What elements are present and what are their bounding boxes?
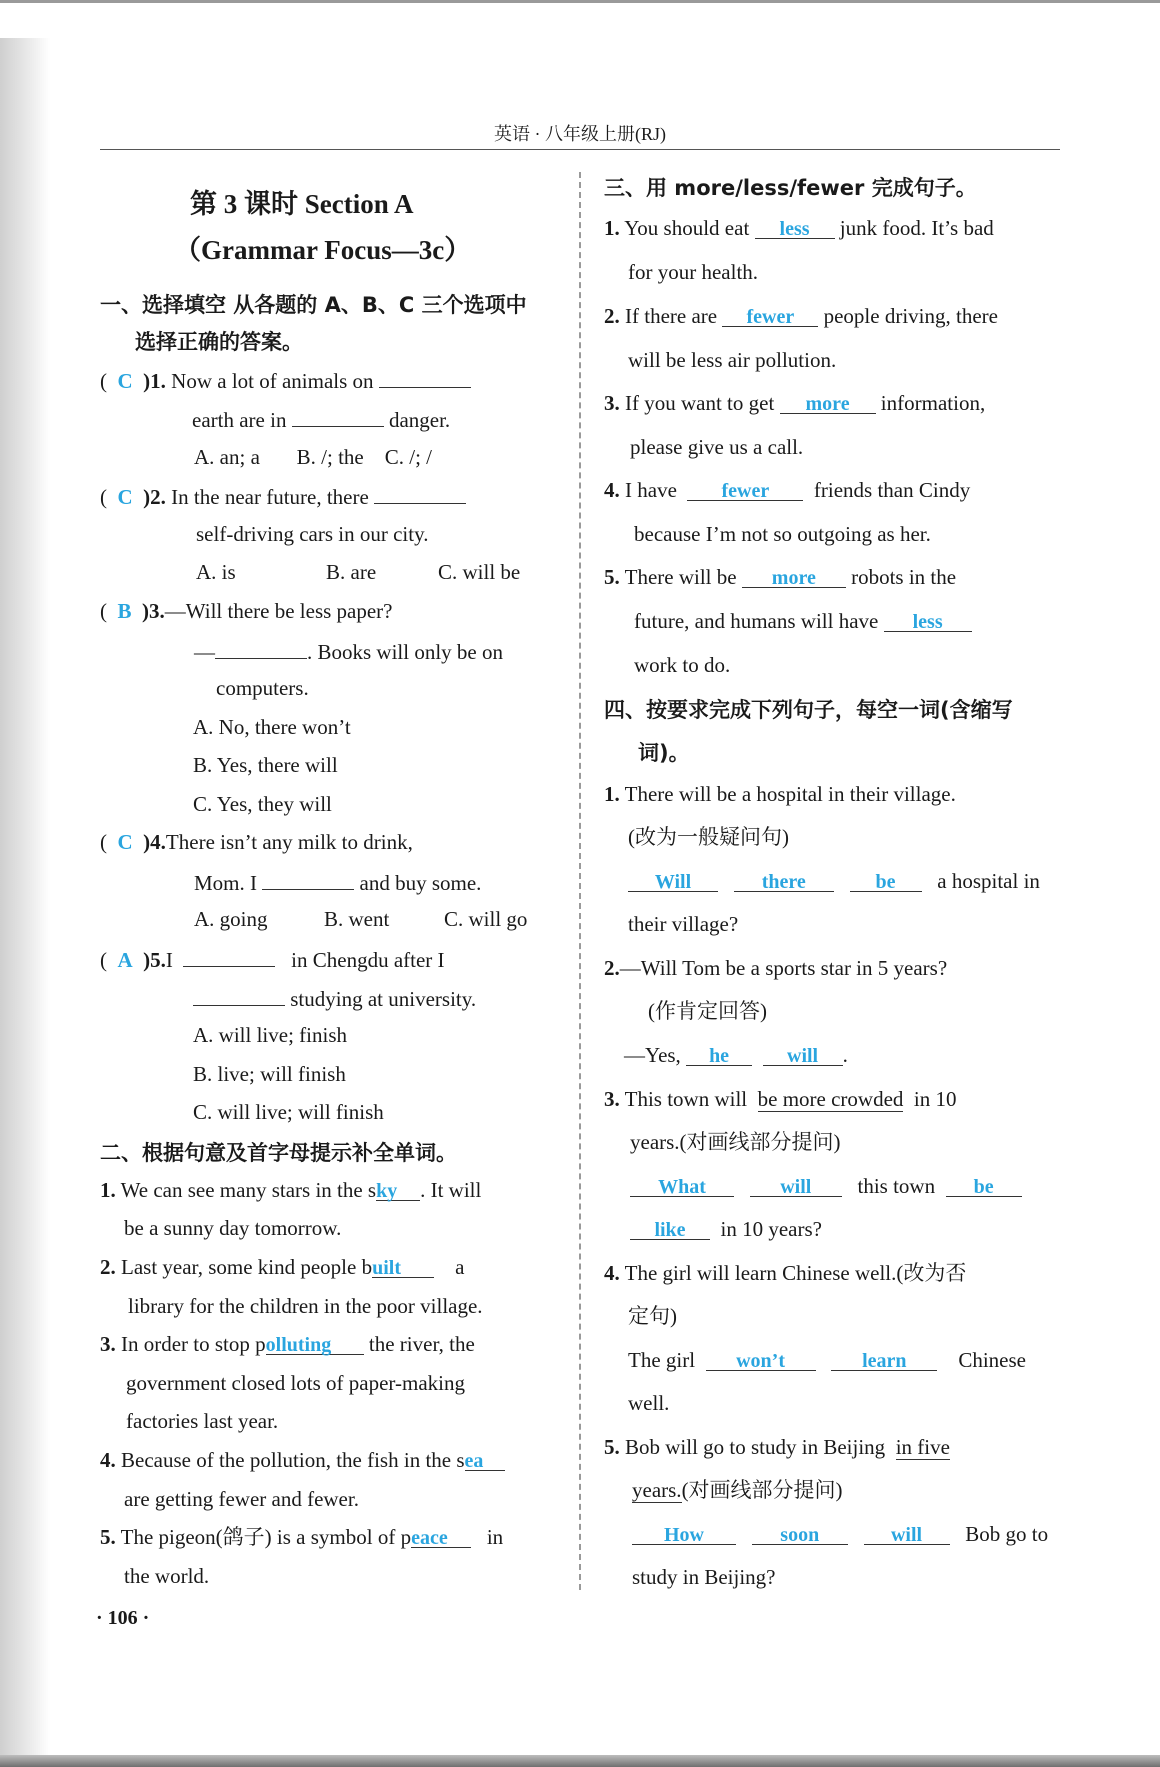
section-3-item-3: 3. If you want to get more information, xyxy=(604,391,986,415)
section-1-heading-cont: 选择正确的答案。 xyxy=(135,330,303,354)
section-2-item-2-line2: library for the children in the poor village. xyxy=(128,1294,483,1318)
section-4-heading: 四、按要求完成下列句子，每空一词(含缩写 xyxy=(604,698,1013,722)
question-3-line2: — . Books will only be on xyxy=(194,636,503,666)
section-3-item-5-line3: work to do. xyxy=(634,653,731,677)
section-2-item-3-line3: factories last year. xyxy=(126,1409,279,1433)
section-2-item-3: 3. In order to stop polluting the river, the xyxy=(100,1332,475,1356)
question-2-option-c: C. will be xyxy=(438,560,521,584)
section-4-item-1: 1. There will be a hospital in their village. xyxy=(604,782,956,806)
question-4-line2: Mom. I and buy some. xyxy=(194,867,481,897)
page-number: · 106 · xyxy=(96,1607,150,1629)
section-2-item-1: 1. We can see many stars in the sky . It will xyxy=(100,1178,482,1202)
section-3-item-1: 1. You should eat less junk food. It’s bad xyxy=(604,216,994,240)
question-3-option-a: A. No, there won’t xyxy=(193,715,351,739)
section-2-heading: 二、根据句意及首字母提示补全单词。 xyxy=(100,1141,457,1165)
question-5-option-c: C. will live; will finish xyxy=(193,1100,384,1124)
section-4-item-2-instruction: (作肯定回答) xyxy=(648,999,767,1023)
question-2-line2: self-driving cars in our city. xyxy=(196,522,429,546)
question-3-option-b: B. Yes, there will xyxy=(193,753,338,777)
question-3-option-c: C. Yes, they will xyxy=(193,792,332,816)
section-3-item-1-line2: for your health. xyxy=(628,260,759,284)
section-4-item-1-instruction: (改为一般疑问句) xyxy=(628,825,789,849)
column-divider xyxy=(579,172,581,1590)
section-3-item-2: 2. If there are fewer people driving, there xyxy=(604,304,998,328)
bottom-bar xyxy=(0,1755,1160,1767)
page-edge-shadow xyxy=(0,38,50,1758)
section-3-item-4-line2: because I’m not so outgoing as her. xyxy=(634,522,931,546)
section-3-item-2-line2: will be less air pollution. xyxy=(628,348,837,372)
question-4-option-c: C. will go xyxy=(444,907,528,931)
section-4-item-4-answer: The girl won’t learn Chinese xyxy=(628,1348,1026,1372)
section-4-item-5-line4: study in Beijing? xyxy=(632,1565,776,1589)
question-1-options: A. an; a B. /; the C. /; / xyxy=(194,445,432,469)
question-4: ( C )4.There isn’t any milk to drink, xyxy=(100,830,413,854)
section-4-item-4-line4: well. xyxy=(628,1391,670,1415)
question-2-option-b: B. are xyxy=(326,560,377,584)
section-4-item-2-answer: —Yes, he will . xyxy=(624,1043,848,1067)
section-4-item-4: 4. The girl will learn Chinese well.(改为否 xyxy=(604,1261,967,1285)
section-3-item-5-line2: future, and humans will have less xyxy=(634,607,972,635)
section-4-item-4-line2: 定句) xyxy=(628,1304,677,1328)
section-4-item-5-answer: How soon will Bob go to xyxy=(632,1520,1048,1548)
section-4-item-5: 5. Bob will go to study in Beijing in five xyxy=(604,1435,950,1459)
section-3-item-3-line2: please give us a call. xyxy=(630,435,804,459)
question-5-line2: studying at university. xyxy=(193,983,476,1013)
section-2-item-2: 2. Last year, some kind people built a xyxy=(100,1255,465,1279)
section-4-item-5-line2: years.(对画线部分提问) xyxy=(632,1478,843,1502)
lesson-subtitle: （Grammar Focus—3c） xyxy=(174,235,472,265)
section-3-item-5: 5. There will be more robots in the xyxy=(604,565,957,589)
section-4-item-1-line4: their village? xyxy=(628,912,739,936)
section-2-item-4-line2: are getting fewer and fewer. xyxy=(124,1487,359,1511)
section-3-item-4: 4. I have fewer friends than Cindy xyxy=(604,478,971,502)
running-header: 英语 · 八年级上册(RJ) xyxy=(494,124,666,144)
lesson-title: 第 3 课时 Section A xyxy=(190,189,414,219)
question-1-line2: earth are in danger. xyxy=(192,404,450,434)
section-4-item-3-line4: like in 10 years? xyxy=(630,1215,822,1243)
section-4-heading-cont: 词)。 xyxy=(638,741,690,765)
top-bar xyxy=(0,0,1160,3)
question-2: ( C )2. In the near future, there xyxy=(100,481,466,511)
question-2-option-a: A. is xyxy=(196,560,236,584)
question-4-option-a: A. going xyxy=(194,907,268,931)
section-4-item-1-answer: Will there be a hospital in xyxy=(628,867,1040,895)
section-4-item-3-line2: years.(对画线部分提问) xyxy=(630,1130,841,1154)
header-rule xyxy=(100,149,1060,150)
section-2-item-1-line2: be a sunny day tomorrow. xyxy=(124,1216,342,1240)
section-4-item-3: 3. This town will be more crowded in 10 xyxy=(604,1087,957,1111)
section-2-item-4: 4. Because of the pollution, the fish in the sea xyxy=(100,1446,505,1474)
question-5: ( A )5.I in Chengdu after I xyxy=(100,944,445,974)
question-5-option-a: A. will live; finish xyxy=(193,1023,347,1047)
section-3-heading: 三、用 more/less/fewer 完成句子。 xyxy=(604,176,977,200)
section-4-item-2: 2.—Will Tom be a sports star in 5 years? xyxy=(604,956,948,980)
question-3-line3: computers. xyxy=(216,676,309,700)
section-1-heading: 一、选择填空 从各题的 A、B、C 三个选项中 xyxy=(100,293,527,317)
section-4-item-3-answer: What will this town be xyxy=(630,1172,1022,1200)
question-5-option-b: B. live; will finish xyxy=(193,1062,346,1086)
question-1: ( C )1. Now a lot of animals on xyxy=(100,365,471,395)
question-3: ( B )3.—Will there be less paper? xyxy=(100,599,393,623)
section-2-item-3-line2: government closed lots of paper-making xyxy=(126,1371,465,1395)
answer: C xyxy=(117,369,133,393)
section-2-item-5: 5. The pigeon(鸽子) is a symbol of peace in xyxy=(100,1525,504,1549)
question-4-option-b: B. went xyxy=(324,907,390,931)
section-2-item-5-line2: the world. xyxy=(124,1564,210,1588)
